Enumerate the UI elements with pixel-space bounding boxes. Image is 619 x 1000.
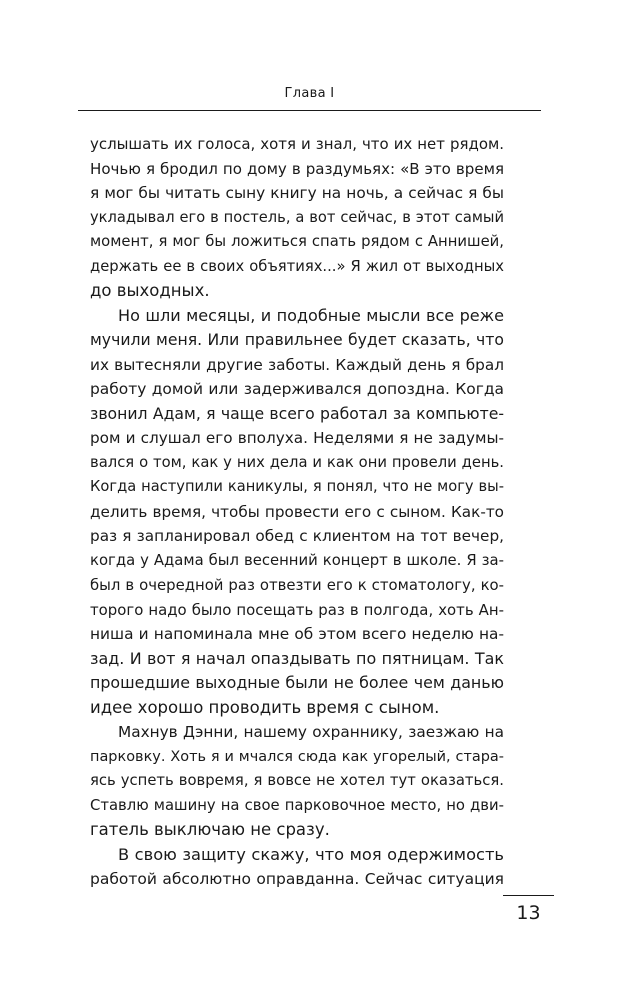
text-line: делить время, чтобы провести его с сыном. Как-то bbox=[90, 502, 504, 521]
text-line: был в очередной раз отвезти его к стоматологу, ко- bbox=[90, 576, 504, 594]
text-line: Махнув Дэнни, нашему охраннику, заезжаю на bbox=[118, 723, 504, 741]
text-line: держать ее в своих объятиях...» Я жил от выходных bbox=[90, 257, 504, 275]
text-line: вался о том, как у них дела и как они провели день. bbox=[90, 453, 504, 471]
text-line: раз я запланировал обед с клиентом на тот вечер, bbox=[90, 527, 504, 545]
text-line: парковку. Хоть я и мчался сюда как угорелый, стара- bbox=[90, 748, 504, 765]
page-number: 13 bbox=[516, 902, 541, 924]
text-line: до выходных. bbox=[90, 281, 210, 300]
header-rule bbox=[78, 110, 541, 111]
text-line: укладывал его в постель, а вот сейчас, в этот самый bbox=[90, 208, 504, 226]
text-line: момент, я мог бы ложиться спать рядом с Аннишей, bbox=[90, 233, 504, 250]
footer-rule bbox=[503, 895, 554, 896]
text-line: их вытесняли другие заботы. Каждый день я брал bbox=[90, 355, 504, 374]
text-line: работу домой или задерживался допоздна. Когда bbox=[90, 380, 504, 398]
text-line: Ночью я бродил по дому в раздумьях: «В это время bbox=[90, 159, 504, 178]
text-line: В свою защиту скажу, что моя одержимость bbox=[118, 844, 504, 864]
text-line: работой абсолютно оправданна. Сейчас ситуация bbox=[90, 870, 504, 888]
text-line: звонил Адам, я чаще всего работал за компьюте- bbox=[90, 403, 504, 423]
body-text bbox=[90, 132, 504, 892]
text-line: я мог бы читать сыну книгу на ночь, а сейчас я бы bbox=[90, 184, 504, 202]
text-line: торого надо было посещать раз в полгода, хоть Ан- bbox=[90, 600, 504, 619]
text-line: Когда наступили каникулы, я понял, что не могу вы- bbox=[90, 478, 504, 495]
text-line: мучили меня. Или правильнее будет сказать, что bbox=[90, 330, 504, 349]
text-line: прошедшие выходные были не более чем данью bbox=[90, 673, 504, 692]
text-line: Ставлю машину на свое парковочное место, но дви- bbox=[90, 796, 504, 814]
text-line: идее хорошо проводить время с сыном. bbox=[90, 697, 440, 717]
text-line: зад. И вот я начал опаздывать по пятницам. Так bbox=[90, 648, 504, 668]
text-line: услышать их голоса, хотя и знал, что их нет рядом. bbox=[90, 135, 504, 153]
text-line: ясь успеть вовремя, я вовсе не хотел тут оказаться. bbox=[90, 772, 504, 789]
text-line: Но шли месяцы, и подобные мысли все реже bbox=[118, 305, 504, 325]
text-line: ром и слушал его вполуха. Неделями я не задумы- bbox=[90, 429, 504, 447]
text-line: гатель выключаю не сразу. bbox=[90, 820, 330, 839]
running-head: Глава I bbox=[284, 86, 335, 101]
text-line: когда у Адама был весенний концерт в школе. Я за- bbox=[90, 551, 504, 569]
text-line: ниша и напоминала мне об этом всего неделю на- bbox=[90, 625, 504, 643]
